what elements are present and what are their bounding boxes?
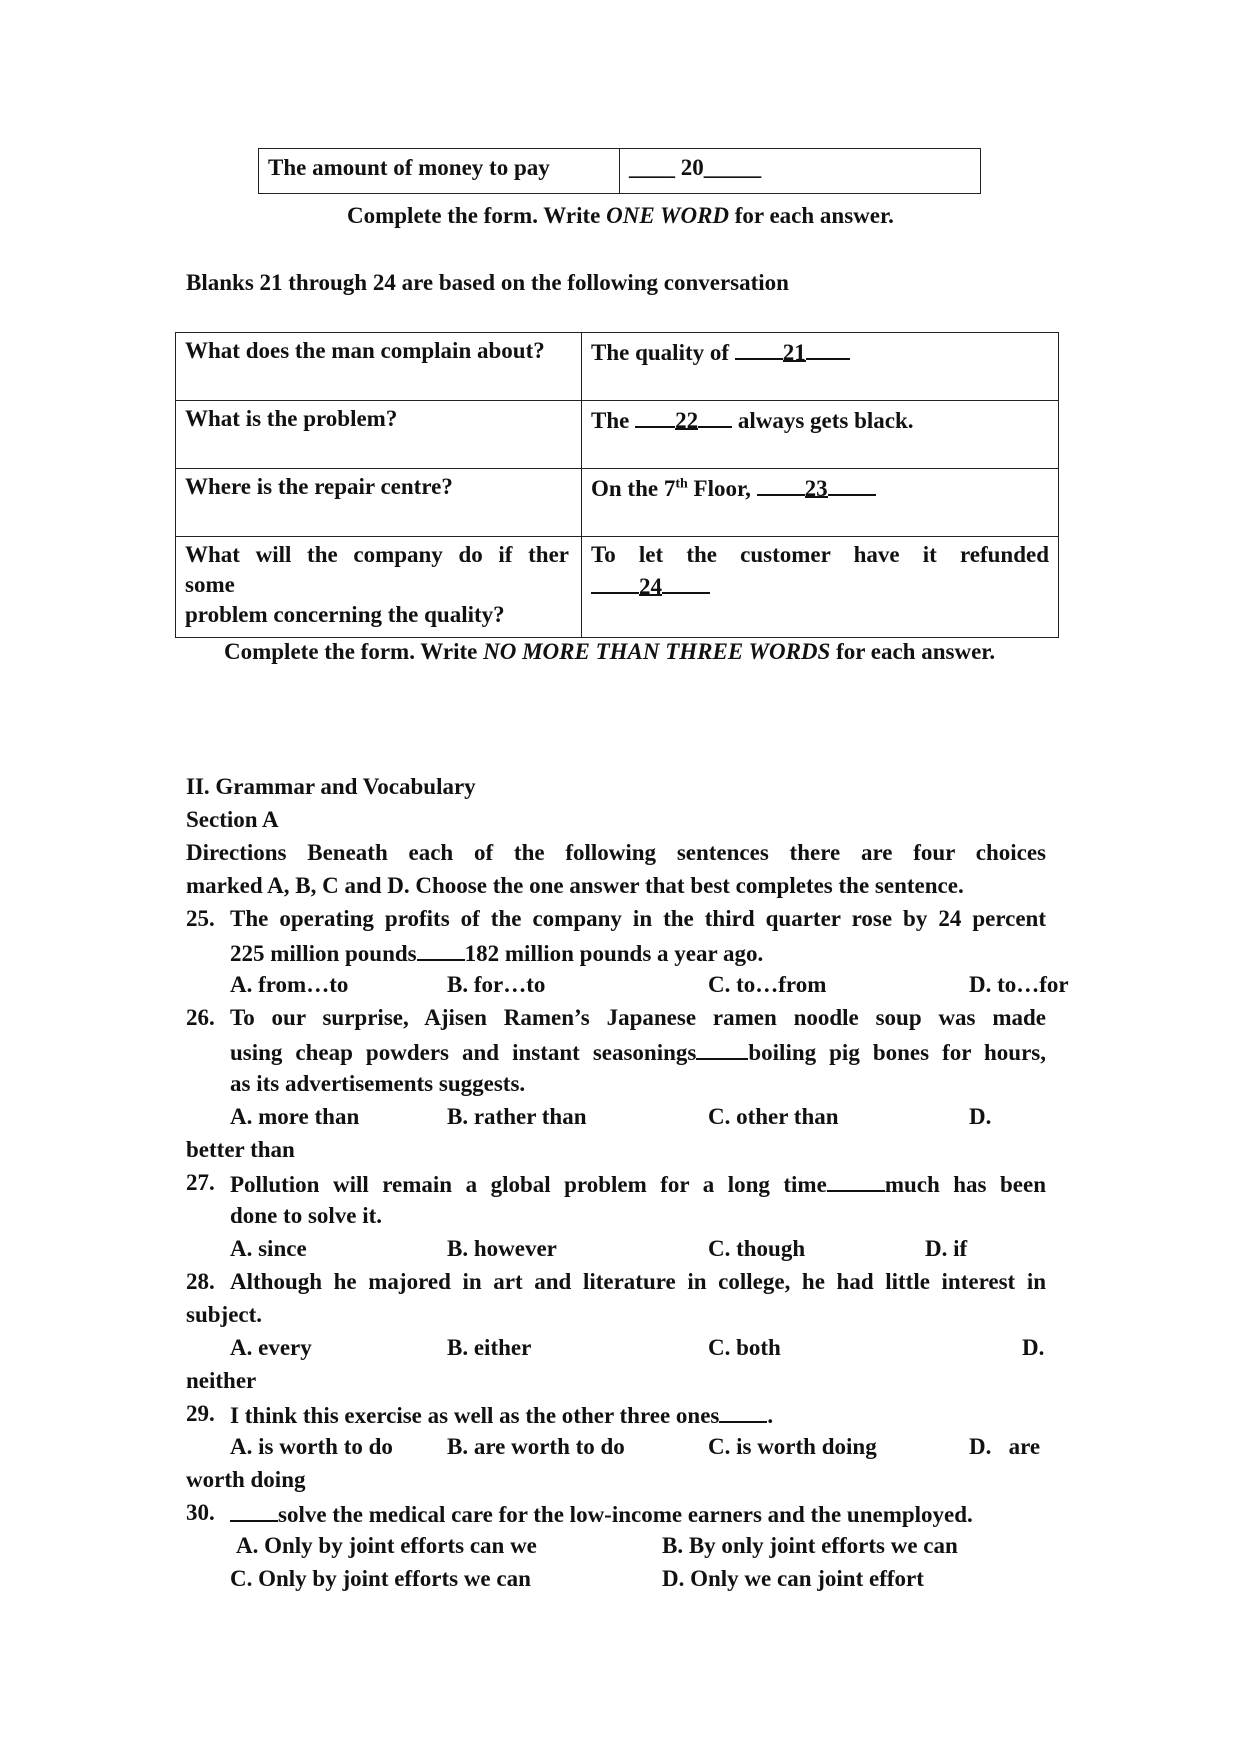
option-b[interactable]: B. for…to — [447, 972, 546, 997]
answer-blank — [735, 336, 783, 360]
blank-20-post: _____ — [703, 155, 762, 180]
directions-line-1: Directions Beneath each of the following sentences there are four choices — [186, 840, 1046, 865]
option-d[interactable]: D. if — [925, 1236, 968, 1261]
option-d-wrap[interactable]: worth doing — [186, 1467, 306, 1492]
question-text: using cheap powders and instant seasonings boiling pig bones for hours, — [230, 1036, 1046, 1068]
blank-number-20: 20 — [680, 155, 704, 180]
blank-20-pre: ____ — [629, 155, 675, 180]
question-text: Pollution will remain a global problem for a long time much has been — [230, 1168, 1046, 1200]
option-d[interactable]: D. — [1022, 1335, 1045, 1360]
answer-blank — [635, 404, 675, 428]
option-a[interactable]: A. every — [230, 1335, 312, 1360]
table-row — [176, 401, 1059, 469]
section-subheading: Section A — [186, 807, 279, 832]
answer-blank — [662, 570, 710, 594]
answer-blank — [806, 336, 850, 360]
option-a[interactable]: A. since — [230, 1236, 307, 1261]
question-number: 27. — [186, 1170, 215, 1195]
blank-number-23: 23 — [804, 476, 828, 501]
option-d[interactable]: D. to…for — [969, 972, 1069, 997]
answer-cell: On the 7th Floor, 23 — [582, 469, 1059, 537]
option-d[interactable]: D. are — [969, 1434, 1041, 1459]
answer-blank — [417, 937, 465, 961]
question-number: 26. — [186, 1005, 215, 1030]
form-instruction-1: Complete the form. Write ONE WORD for each answer. — [347, 203, 894, 228]
answer-cell: The quality of 21 — [582, 333, 1059, 401]
option-c[interactable]: C. other than — [708, 1104, 839, 1129]
question-text: I think this exercise as well as the other three ones . — [230, 1399, 773, 1431]
option-d-wrap[interactable]: better than — [186, 1137, 295, 1162]
option-d-wrap[interactable]: neither — [186, 1368, 257, 1393]
conversation-table — [175, 332, 1059, 638]
option-b[interactable]: B. By only joint efforts we can — [662, 1533, 958, 1558]
section-heading: II. Grammar and Vocabulary — [186, 774, 476, 799]
table-row — [176, 469, 1059, 537]
answer-blank — [591, 570, 639, 594]
answer-blank — [696, 1036, 748, 1060]
conversation-intro: Blanks 21 through 24 are based on the following conversation — [186, 270, 789, 295]
question-text: 225 million pounds 182 million pounds a year ago. — [230, 937, 763, 969]
question-text: done to solve it. — [230, 1203, 383, 1228]
table-row — [176, 333, 1059, 401]
blank-number-24: 24 — [639, 574, 662, 599]
option-d[interactable]: D. Only we can joint effort — [662, 1566, 924, 1591]
answer-blank — [828, 472, 876, 496]
question-cell: Where is the repair centre? — [176, 469, 582, 537]
question-cell: What is the problem? — [176, 401, 582, 469]
table-cell-label: The amount of money to pay — [259, 149, 620, 194]
option-c[interactable]: C. Only by joint efforts we can — [230, 1566, 531, 1591]
question-text: Although he majored in art and literature in college, he had little interest in — [230, 1269, 1046, 1294]
option-b[interactable]: B. rather than — [447, 1104, 587, 1129]
question-text: as its advertisements suggests. — [230, 1071, 526, 1096]
question-number: 30. — [186, 1500, 215, 1525]
answer-blank — [719, 1399, 767, 1423]
question-cell: What will the company do if ther some problem concerning the quality? — [176, 537, 582, 638]
option-a[interactable]: A. Only by joint efforts can we — [236, 1533, 537, 1558]
form-instruction-2: Complete the form. Write NO MORE THAN THREE WORDS for each answer. — [224, 639, 996, 664]
option-d[interactable]: D. — [969, 1104, 992, 1129]
table-row — [176, 537, 1059, 638]
answer-cell: The 22 always gets black. — [582, 401, 1059, 469]
question-number: 25. — [186, 906, 215, 931]
option-b[interactable]: B. are worth to do — [447, 1434, 625, 1459]
question-number: 29. — [186, 1401, 215, 1426]
question-text: The operating profits of the company in the third quarter rose by 24 percent — [230, 906, 1046, 931]
answer-blank — [757, 472, 805, 496]
amount-table — [258, 148, 981, 194]
option-c[interactable]: C. both — [708, 1335, 781, 1360]
answer-blank — [230, 1498, 278, 1522]
table-cell-answer — [620, 149, 981, 194]
question-number: 28. — [186, 1269, 215, 1294]
question-text: subject. — [186, 1302, 263, 1327]
directions-line-2: marked A, B, C and D. Choose the one answer that best completes the sentence. — [186, 873, 964, 898]
answer-blank — [827, 1168, 885, 1192]
option-c[interactable]: C. to…from — [708, 972, 827, 997]
answer-cell: To let the customer have it refunded 24 — [582, 537, 1059, 638]
blank-number-22: 22 — [675, 408, 699, 433]
question-text: solve the medical care for the low-income earners and the unemployed. — [230, 1498, 973, 1530]
question-cell: What does the man complain about? — [176, 333, 582, 401]
option-b[interactable]: B. however — [447, 1236, 557, 1261]
option-c[interactable]: C. is worth doing — [708, 1434, 877, 1459]
answer-blank — [698, 404, 732, 428]
option-b[interactable]: B. either — [447, 1335, 532, 1360]
table-row — [259, 149, 981, 194]
option-a[interactable]: A. is worth to do — [230, 1434, 393, 1459]
option-a[interactable]: A. from…to — [230, 972, 349, 997]
blank-number-21: 21 — [782, 340, 806, 365]
question-text: To our surprise, Ajisen Ramen’s Japanese ramen noodle soup was made — [230, 1005, 1046, 1030]
option-a[interactable]: A. more than — [230, 1104, 360, 1129]
option-c[interactable]: C. though — [708, 1236, 806, 1261]
